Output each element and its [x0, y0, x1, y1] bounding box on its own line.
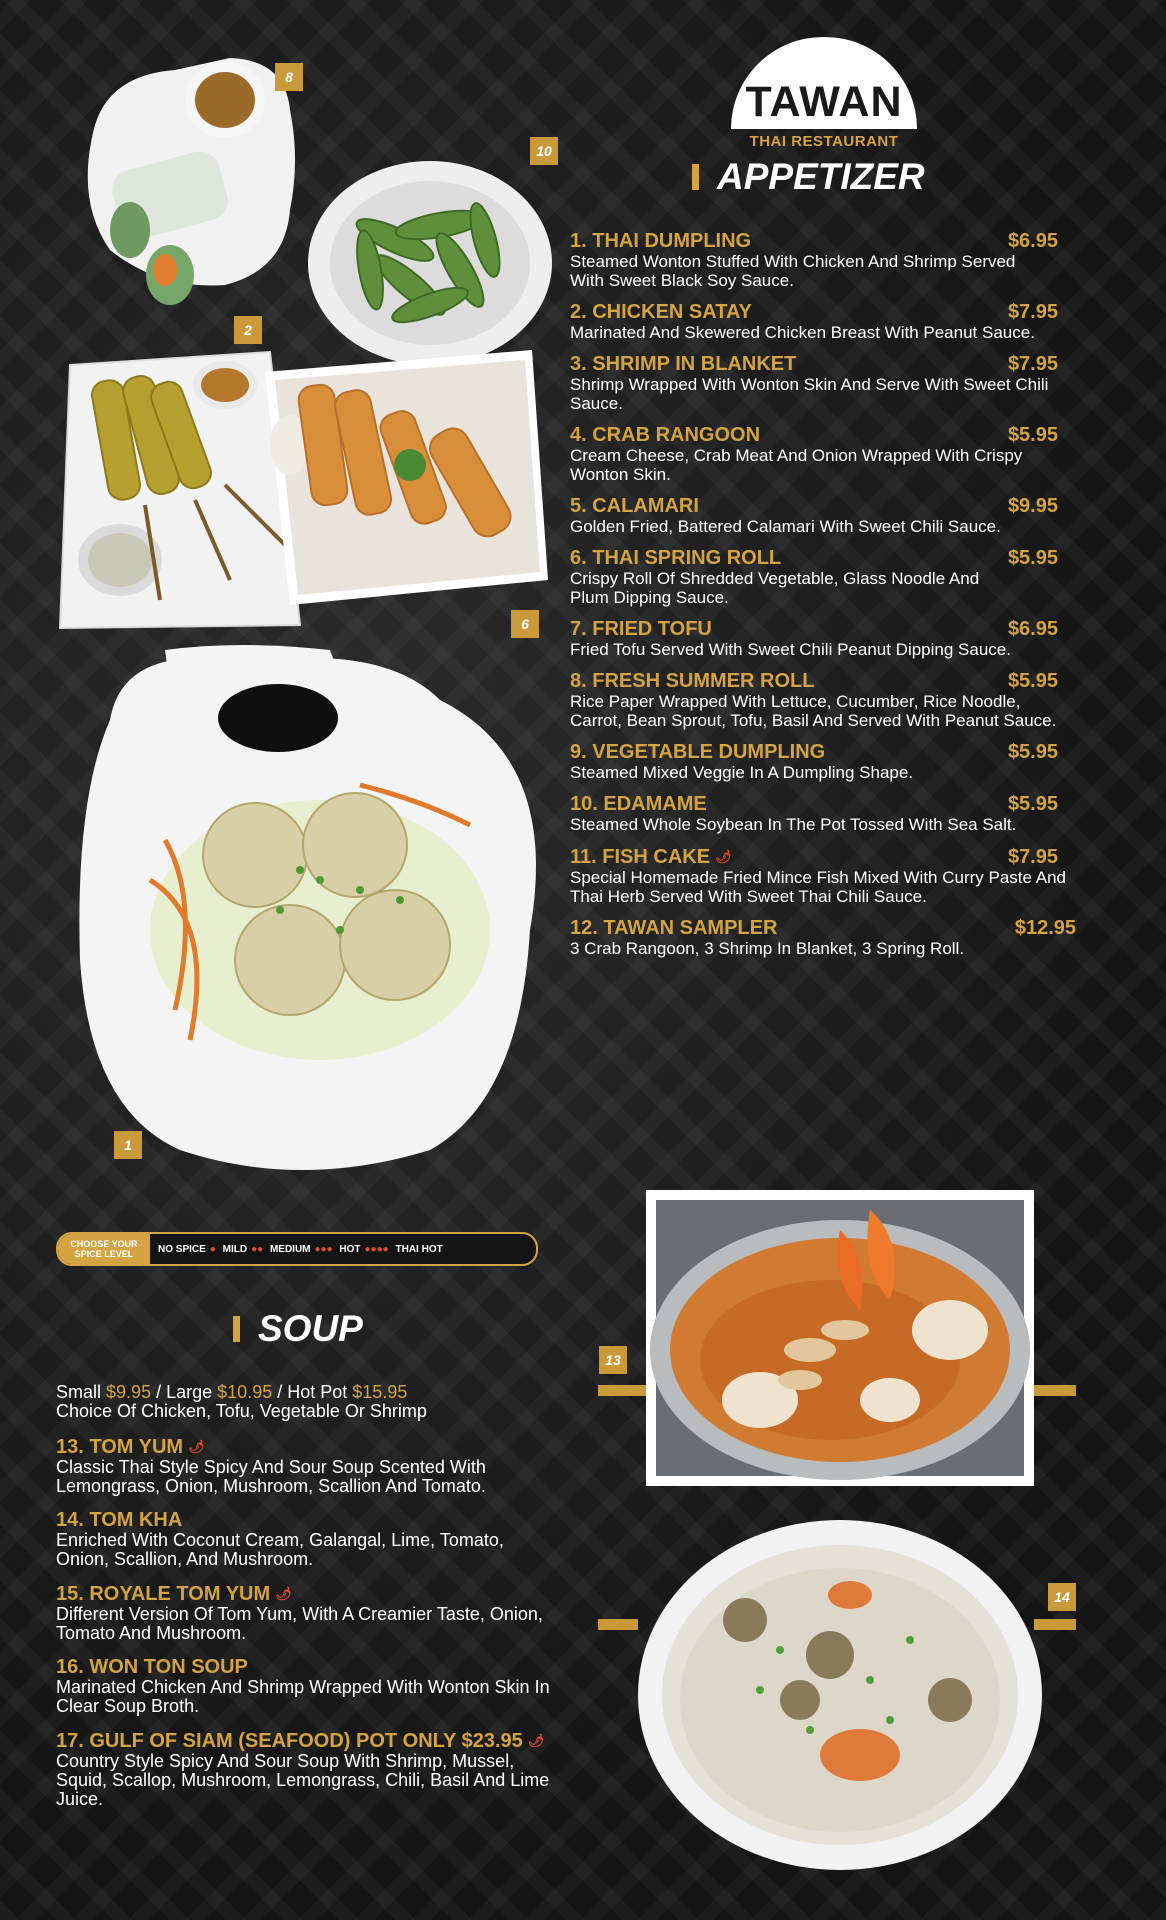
summer-roll-photo — [88, 58, 295, 305]
spice-level: MEDIUM — [269, 1243, 311, 1255]
satay-photo — [60, 352, 300, 628]
photo-badge: 6 — [511, 610, 539, 638]
item-name: 3. SHRIMP IN BLANKET — [570, 353, 797, 375]
item-name: 8. FRESH SUMMER ROLL — [570, 670, 815, 692]
appetizer-list — [570, 231, 1075, 970]
item-price: $5.95 — [1007, 741, 1058, 763]
menu-item — [56, 1730, 591, 1809]
item-description: Country Style Spicy And Sour Soup With Shrimp, Mussel, Squid, Scallop, Mushroom, Lemongrass, Chili, Basil And Lime Juice. — [56, 1751, 550, 1809]
spice-level: MILD — [222, 1243, 248, 1255]
menu-item — [570, 354, 1058, 413]
menu-item — [570, 548, 1058, 607]
item-price: $5.95 — [1007, 670, 1058, 692]
edamame-photo — [308, 161, 552, 365]
item-description: Steamed Whole Soybean In The Pot Tossed With Sea Salt. — [570, 815, 1017, 834]
photo-badge: 13 — [599, 1346, 627, 1374]
chili-pepper-icon: ●● — [251, 1243, 264, 1255]
menu-item — [56, 1436, 591, 1496]
chili-pepper-icon: 🌶 — [527, 1733, 545, 1748]
item-description: Special Homemade Fried Mince Fish Mixed With Curry Paste And Thai Herb Served With Sweet Thai Chili Sauce. — [570, 868, 1067, 906]
item-description: Marinated And Skewered Chicken Breast With Peanut Sauce. — [570, 323, 1035, 342]
chili-pepper-icon: 🌶 — [188, 1439, 205, 1454]
chili-pepper-icon: 🌶 — [275, 1586, 292, 1601]
soup-choice: Choice Of Chicken, Tofu, Vegetable Or Shrimp — [56, 1401, 427, 1421]
item-price: $6.95 — [1007, 230, 1058, 252]
item-description: Steamed Mixed Veggie In A Dumpling Shape. — [570, 763, 914, 782]
dumpling-photo — [79, 645, 536, 1170]
menu-item — [570, 794, 1058, 834]
item-price: $9.95 — [1007, 495, 1058, 517]
item-description: Enriched With Coconut Cream, Galangal, Lime, Tomato, Onion, Scallion, And Mushroom. — [56, 1530, 504, 1569]
spice-level: HOT — [339, 1243, 361, 1255]
item-price: $7.95 — [1007, 846, 1058, 868]
item-name: 16. WON TON SOUP — [56, 1656, 248, 1678]
menu-item — [570, 231, 1058, 290]
brand-name: TAWAN — [745, 78, 903, 126]
item-description: 3 Crab Rangoon, 3 Shrimp In Blanket, 3 Spring Roll. — [570, 939, 965, 958]
gold-accent-line — [1034, 1619, 1076, 1630]
menu-item — [570, 918, 1076, 958]
menu-item — [570, 742, 1058, 782]
appetizer-title: APPETIZER — [692, 156, 925, 198]
spice-level: THAI HOT — [395, 1243, 443, 1255]
chili-pepper-icon: 🌶 — [715, 849, 732, 864]
menu-item — [570, 619, 1058, 659]
tom-kha-photo — [638, 1520, 1042, 1870]
item-description: Classic Thai Style Spicy And Sour Soup Scented With Lemongrass, Onion, Mushroom, Scallion And Tomato. — [56, 1457, 486, 1496]
item-name: 13. TOM YUM — [56, 1436, 184, 1458]
item-name: 12. TAWAN SAMPLER — [570, 917, 778, 939]
chili-pepper-icon: ● — [209, 1243, 216, 1255]
spice-legend-label: CHOOSE YOUR SPICE LEVEL — [58, 1234, 150, 1264]
item-description: Steamed Wonton Stuffed With Chicken And Shrimp Served With Sweet Black Soy Sauce. — [570, 252, 1016, 290]
spice-level-legend — [56, 1232, 538, 1266]
photo-badge: 14 — [1048, 1583, 1076, 1611]
menu-item — [570, 671, 1058, 730]
photo-badge: 10 — [530, 137, 558, 165]
title-accent-bar — [233, 1316, 240, 1342]
item-name: 9. VEGETABLE DUMPLING — [570, 741, 826, 763]
item-price: $5.95 — [1007, 424, 1058, 446]
brand-subtitle: THAI RESTAURANT — [749, 133, 899, 150]
item-description: Golden Fried, Battered Calamari With Sweet Chili Sauce. — [570, 517, 1001, 536]
item-name: 4. CRAB RANGOON — [570, 424, 761, 446]
item-name: 1. THAI DUMPLING — [570, 230, 752, 252]
item-name: 10. EDAMAME — [570, 793, 707, 815]
gold-accent-line — [598, 1619, 638, 1630]
item-name: 11. FISH CAKE — [570, 846, 711, 868]
item-description: Shrimp Wrapped With Wonton Skin And Serve With Sweet Chili Sauce. — [570, 375, 1049, 413]
soup-size-prices: Small $9.95 / Large $10.95 / Hot Pot $15.95 — [56, 1382, 408, 1402]
item-name: 2. CHICKEN SATAY — [570, 301, 752, 323]
item-description: Fried Tofu Served With Sweet Chili Peanut Dipping Sauce. — [570, 640, 1011, 659]
spice-level: NO SPICE — [158, 1243, 206, 1255]
item-price: $5.95 — [1007, 793, 1058, 815]
item-price: $12.95 — [1014, 917, 1076, 939]
item-name: 6. THAI SPRING ROLL — [570, 547, 782, 569]
photo-badge: 1 — [114, 1131, 142, 1159]
gold-accent-line — [1034, 1385, 1076, 1396]
menu-item — [56, 1657, 591, 1716]
item-description: Marinated Chicken And Shrimp Wrapped With Wonton Skin In Clear Soup Broth. — [56, 1677, 550, 1716]
photo-badge: 2 — [234, 316, 262, 344]
title-accent-bar — [692, 164, 699, 190]
menu-item — [570, 846, 1067, 906]
item-price: $7.95 — [1007, 353, 1058, 375]
item-description: Rice Paper Wrapped With Lettuce, Cucumber, Rice Noodle, Carrot, Bean Sprout, Tofu, Basil And Served With Peanut Sauce. — [570, 692, 1057, 730]
item-name: 15. ROYALE TOM YUM — [56, 1583, 271, 1605]
item-price: $7.95 — [1007, 301, 1058, 323]
spring-roll-photo — [265, 350, 548, 605]
spice-levels — [150, 1244, 447, 1255]
item-description: Cream Cheese, Crab Meat And Onion Wrapped With Crispy Wonton Skin. — [570, 446, 1023, 484]
item-name: 14. TOM KHA — [56, 1509, 183, 1531]
menu-item — [56, 1510, 591, 1569]
photo-badge: 8 — [275, 63, 303, 91]
menu-item — [570, 425, 1058, 484]
menu-item — [570, 496, 1058, 536]
item-description: Crispy Roll Of Shredded Vegetable, Glass Noodle And Plum Dipping Sauce. — [570, 569, 980, 607]
menu-item — [570, 302, 1058, 342]
item-price: $5.95 — [1007, 547, 1058, 569]
chili-pepper-icon: ●●●● — [364, 1243, 389, 1255]
menu-item — [56, 1583, 591, 1643]
item-name: 17. GULF OF SIAM (SEAFOOD) POT ONLY $23.95 — [56, 1730, 523, 1752]
soup-title: SOUP — [233, 1308, 363, 1350]
tom-yum-photo — [646, 1190, 1034, 1486]
item-name: 7. FRIED TOFU — [570, 618, 712, 640]
item-price: $6.95 — [1007, 618, 1058, 640]
item-name: 5. CALAMARI — [570, 495, 699, 517]
soup-list — [56, 1383, 591, 1823]
gold-accent-line — [598, 1385, 646, 1396]
item-description: Different Version Of Tom Yum, With A Creamier Taste, Onion, Tomato And Mushroom. — [56, 1604, 543, 1643]
chili-pepper-icon: ●●● — [314, 1243, 333, 1255]
